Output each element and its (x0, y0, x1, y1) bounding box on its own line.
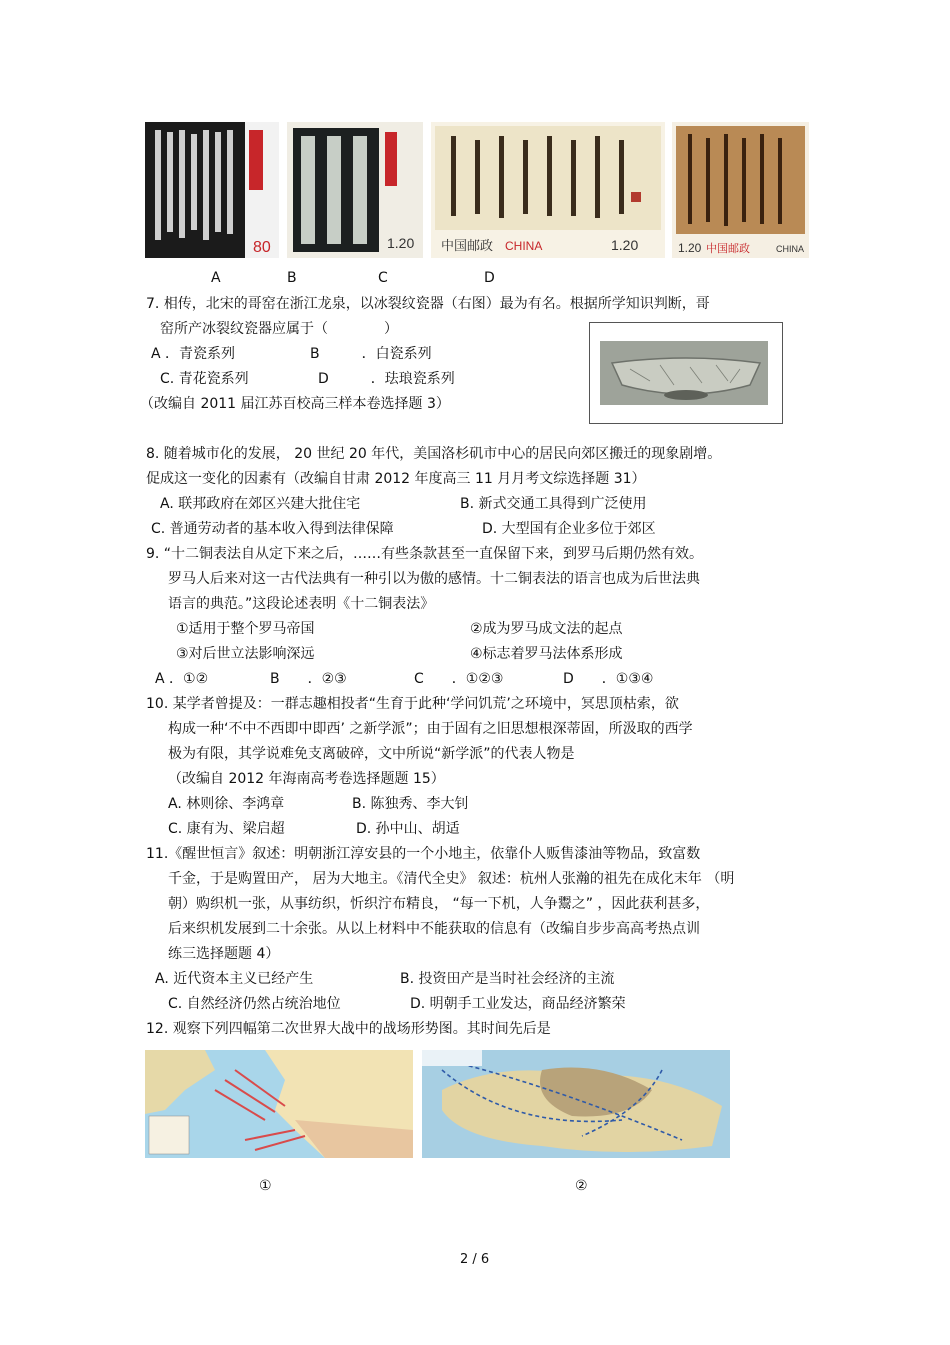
q10-option-d: D. 孙中山、胡适 (356, 821, 460, 837)
stamp-label-b: B (287, 270, 297, 286)
stamp-d-denomination: 1.20 (678, 241, 702, 255)
q11-option-b: B. 投资田产是当时社会经济的主流 (400, 971, 615, 987)
crackle-porcelain-bowl-image (589, 322, 783, 424)
q9-option-b: B ．②③ (270, 671, 347, 687)
battle-map-2-image (422, 1050, 730, 1158)
battle-map-1-image (145, 1050, 413, 1158)
stamp-d-postal: 中国邮政 (706, 243, 750, 255)
q9-option-a: A ．①② (155, 671, 209, 687)
q7-line-1: 7. 相传，北宋的哥窑在浙江龙泉，以冰裂纹瓷器（右图）最为有名。根据所学知识判断，哥 (146, 296, 710, 312)
q12-line-1: 12. 观察下列四幅第二次世界大战中的战场形势图。其时间先后是 (146, 1021, 551, 1037)
q8-option-d: D. 大型国有企业多位于郊区 (482, 521, 656, 537)
stamp-label-c: C (378, 270, 388, 286)
q7-line-2: 窑所产冰裂纹瓷器应属于（ ） (160, 321, 398, 337)
q8-option-a: A. 联邦政府在郊区兴建大批住宅 (160, 496, 361, 512)
q9-option-d: D ．①③④ (563, 671, 654, 687)
stamp-image-a (145, 122, 279, 258)
q11-line-5: 练三选择题题 4） (168, 946, 280, 962)
q11-option-d: D. 明朝手工业发达，商品经济繁荣 (410, 996, 626, 1012)
q7-source: （改编自 2011 届江苏百校高三样本卷选择题 3） (140, 396, 450, 412)
stamp-image-d (672, 122, 809, 258)
stamp-a-denomination: 80 (253, 239, 271, 256)
q10-option-a: A. 林则徐、李鸿章 (168, 796, 285, 812)
stamp-b-denomination: 1.20 (387, 235, 415, 251)
q7-option-a: A ．青瓷系列 (151, 346, 236, 362)
q10-line-1: 10. 某学者曾提及：一群志趣相投者“生育于此种‘学问饥荒’之环境中，冥思顶枯索，欲 (146, 696, 679, 712)
q8-option-b: B. 新式交通工具得到广泛使用 (460, 496, 647, 512)
stamp-label-d: D (484, 270, 495, 286)
q10-line-3: 极为有限，其学说难免支离破碎，文中所说“新学派”的代表人物是 (168, 746, 575, 762)
q10-source: （改编自 2012 年海南高考卷选择题题 15） (168, 771, 445, 787)
stamp-c-postal: 中国邮政 (441, 238, 494, 253)
stamp-image-c (431, 122, 665, 258)
q7-option-c: C. 青花瓷系列 (160, 371, 249, 387)
q11-line-2: 千金，于是购置田产， 居为大地主。《清代全史》 叙述：杭州人张瀚的祖先在成化末年 （明 (168, 871, 735, 887)
q10-option-c: C. 康有为、梁启超 (168, 821, 285, 837)
map-1-label: ① (259, 1178, 272, 1194)
q9-line-3: 语言的典范。”这段论述表明《十二铜表法》 (168, 596, 435, 612)
stamp-d-china: CHINA (776, 244, 805, 254)
q9-line-1: 9. “十二铜表法自从定下来之后，……有些条款甚至一直保留下来，到罗马后期仍然有效。 (146, 546, 704, 562)
q9-item-4: ④标志着罗马法体系形成 (470, 646, 623, 662)
q10-option-b: B. 陈独秀、李大钊 (352, 796, 469, 812)
q8-line-2: 促成这一变化的因素有（改编自甘肃 2012 年度高三 11 月月考文综选择题 31） (146, 471, 646, 487)
q9-item-3: ③对后世立法影响深远 (176, 646, 315, 662)
q9-item-2: ②成为罗马成文法的起点 (470, 621, 623, 637)
q10-line-2: 构成一种‘不中不西即中即西’ 之新学派”；由于固有之旧思想根深蒂固，所汲取的西学 (168, 721, 693, 737)
q9-line-2: 罗马人后来对这一古代法典有一种引以为傲的感情。十二铜表法的语言也成为后世法典 (168, 571, 700, 587)
q8-line-1: 8. 随着城市化的发展， 20 世纪 20 年代，美国洛杉矶市中心的居民向郊区搬迁的现象剧增。 (146, 446, 722, 462)
q11-option-c: C. 自然经济仍然占统治地位 (168, 996, 341, 1012)
q7-option-b: B ．白瓷系列 (310, 346, 432, 362)
q9-option-c: C ．①②③ (414, 671, 504, 687)
map-2-label: ② (575, 1178, 588, 1194)
stamp-image-b (287, 122, 423, 258)
q8-option-c: C. 普通劳动者的基本收入得到法律保障 (151, 521, 394, 537)
q11-line-3: 朝）购织机一张，从事纺织，忻织泞布精良， “每一下机，人争鬻之” ，因此获利甚多， (168, 896, 710, 912)
stamp-label-a: A (211, 270, 221, 286)
q11-option-a: A. 近代资本主义已经产生 (155, 971, 314, 987)
q9-item-1: ①适用于整个罗马帝国 (176, 621, 315, 637)
q11-line-1: 11.《醒世恒言》叙述：明朝浙江淳安县的一个小地主，依靠仆人贩售漆油等物品，致富数 (146, 846, 701, 862)
stamp-c-china: CHINA (505, 239, 543, 253)
q7-option-d: D ．珐琅瓷系列 (318, 371, 455, 387)
page-number: 2 / 6 (460, 1252, 490, 1267)
q11-line-4: 后来织机发展到二十余张。从以上材料中不能获取的信息有（改编自步步高高考热点训 (168, 921, 700, 937)
stamp-c-denomination: 1.20 (611, 237, 639, 253)
